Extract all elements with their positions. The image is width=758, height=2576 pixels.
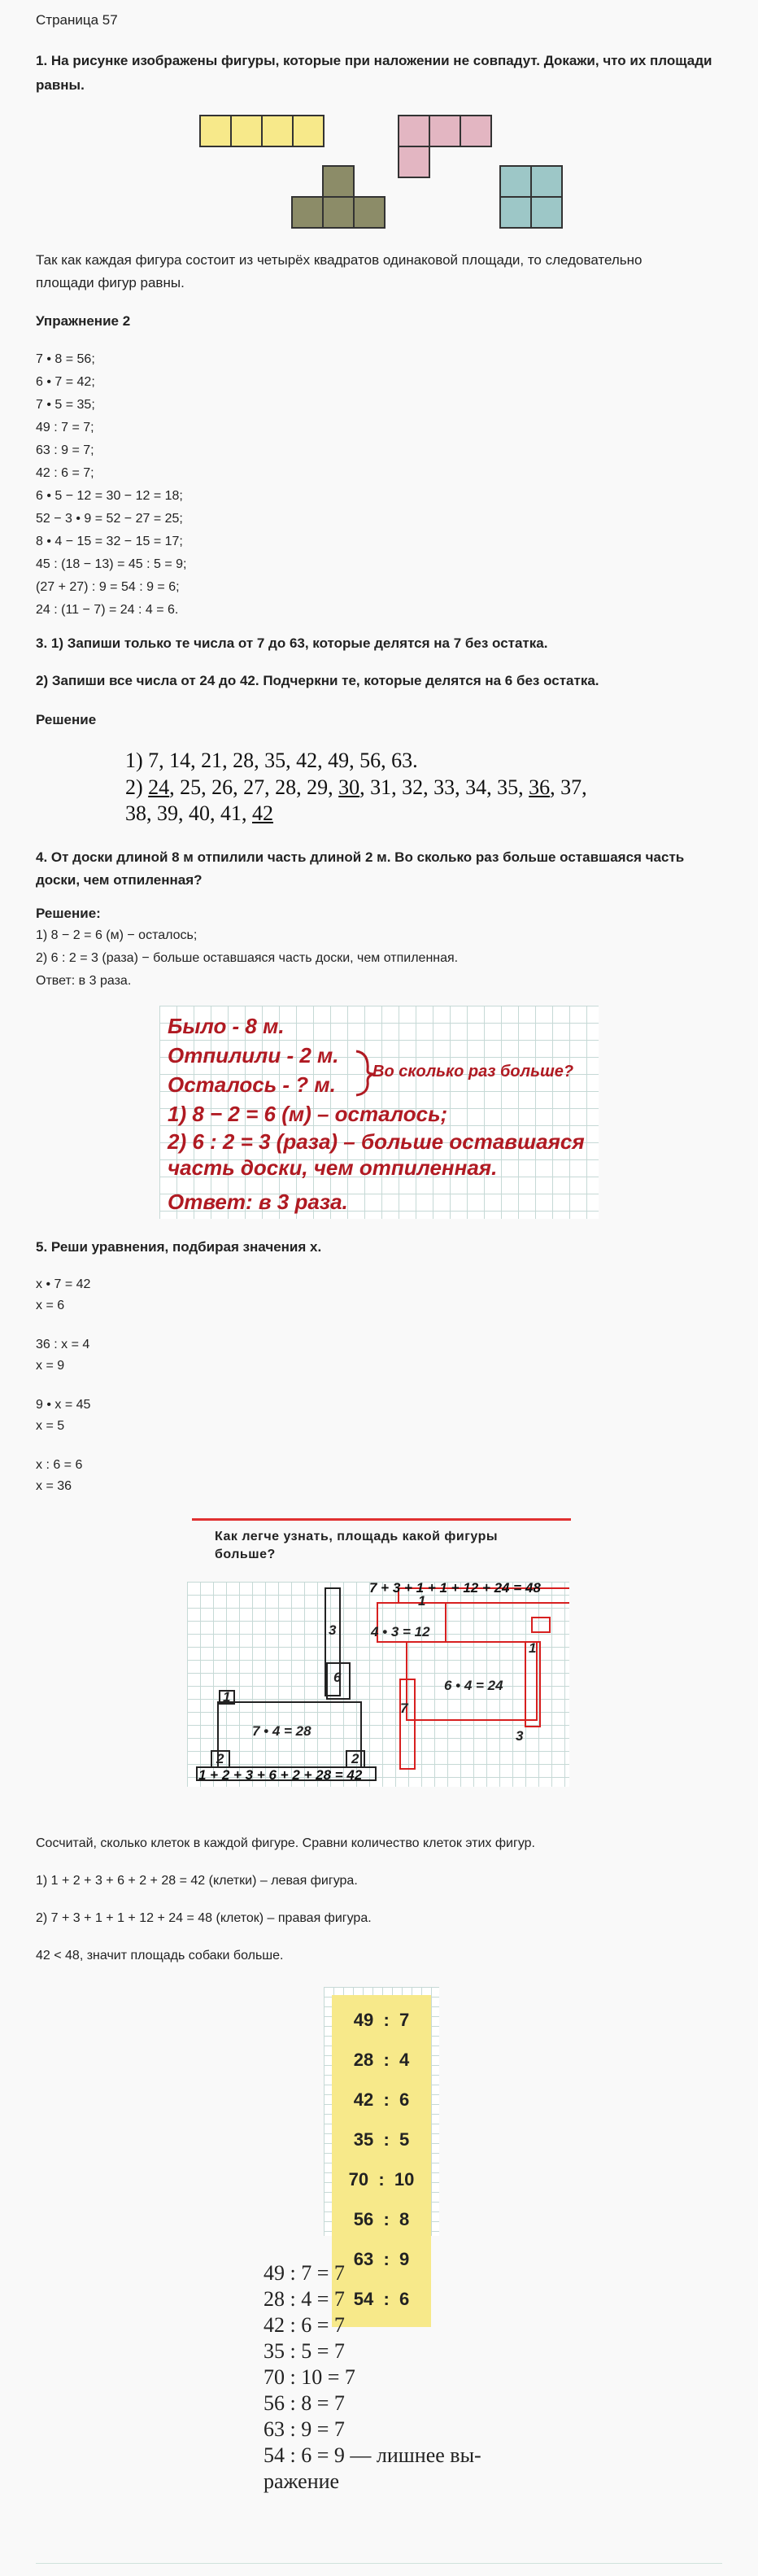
number: 31 <box>370 775 392 799</box>
task1-question: 1. На рисунке изображены фигуры, которые при наложении не совпадут. Докажи, что их площади равны. <box>36 53 712 93</box>
division-table-row: 49 : 7 <box>353 2010 410 2030</box>
label-7: 7 <box>400 1701 408 1716</box>
underlined-number: 30 <box>338 775 360 799</box>
number: 35 <box>497 775 519 799</box>
figure-outlines <box>187 1582 569 1787</box>
task4-handwritten-note <box>159 1006 599 1219</box>
hw-line-3: Осталось - ? м. <box>168 1072 336 1097</box>
red-top-line <box>192 1518 571 1521</box>
division-table-row: 63 : 9 <box>353 2249 410 2269</box>
task4-solution-label: Решение: <box>36 906 101 921</box>
figure-task <box>187 1518 577 1787</box>
exercise2-line: 6 • 5 − 12 = 30 − 12 = 18; <box>36 489 183 503</box>
task3-q1: 3. 1) Запиши только те числа от 7 до 63, которые делятся на 7 без остатка. <box>36 635 548 651</box>
hw-line-2: Отпилили - 2 м. <box>168 1043 339 1068</box>
division-table-row: 42 : 6 <box>353 2089 410 2110</box>
figure-task-question: Как легче узнать, площадь какой фигуры больше? <box>215 1530 499 1561</box>
number: 39 <box>157 801 178 825</box>
underlined-number: 36 <box>529 775 551 799</box>
number: 34 <box>465 775 487 799</box>
underlined-number: 24 <box>148 775 170 799</box>
equation-solution: x = 5 <box>36 1419 65 1433</box>
number: 29 <box>307 775 329 799</box>
division-answer: 63 : 9 = 7 <box>264 2417 345 2441</box>
label-1c: 1 <box>529 1640 537 1656</box>
task3-line1: 1) 7, 14, 21, 28, 35, 42, 49, 56, 63. <box>125 749 418 772</box>
division-answer: 42 : 6 = 7 <box>264 2313 345 2337</box>
label-28: 7 • 4 = 28 <box>252 1723 311 1739</box>
number: 38 <box>125 801 146 825</box>
task1-answer: Так как каждая фигура состоит из четырёх квадратов одинаковой площади, то следовательно площади фигур равны. <box>36 252 643 290</box>
task4-line-2: 2) 6 : 2 = 3 (раза) − больше оставшаяся часть доски, чем отпиленная. <box>36 951 459 965</box>
equation-solution: x = 9 <box>36 1359 65 1373</box>
division-answer: 54 : 6 = 9 — лишнее вы- <box>264 2443 481 2467</box>
equation-solution: x = 36 <box>36 1479 72 1493</box>
label-1b: 1 <box>418 1593 426 1609</box>
division-table-row: 56 : 8 <box>353 2209 410 2229</box>
number: 37 <box>560 775 582 799</box>
number: 32 <box>402 775 424 799</box>
task4-line-1: 1) 8 − 2 = 6 (м) − осталось; <box>36 928 198 942</box>
number: 27 <box>243 775 265 799</box>
hw-line-5: 2) 6 : 2 = 3 (раза) – больше оставшаяся <box>168 1129 585 1154</box>
equation-solution: x = 6 <box>36 1299 65 1312</box>
division-answers <box>264 2260 481 2495</box>
division-answer: 56 : 8 = 7 <box>264 2391 345 2415</box>
exercise2-line: (27 + 27) : 9 = 54 : 9 = 6; <box>36 580 180 594</box>
label-3b: 3 <box>516 1728 524 1744</box>
task3-line2: 2) 24, 25, 26, 27, 28, 29, 30, 31, 32, 33, 34, 35, 36, 37, 38, 39, 40, 41, 42 <box>125 775 587 825</box>
division-answer: 28 : 4 = 7 <box>264 2287 345 2311</box>
task3-solution-label: Решение <box>36 712 97 727</box>
black-sum: 1 + 2 + 3 + 6 + 2 + 28 = 42 <box>198 1767 363 1783</box>
exercise2-line: 8 • 4 − 15 = 32 − 15 = 17; <box>36 535 183 548</box>
exercise2-line: 52 − 3 • 9 = 52 − 27 = 25; <box>36 512 183 526</box>
exercise2-line: 7 • 5 = 35; <box>36 398 95 412</box>
teal-shape <box>500 166 562 228</box>
figure-text-4: 42 < 48, значит площадь собаки больше. <box>36 1949 284 1963</box>
hw-line-1: Было - 8 м. <box>168 1014 285 1038</box>
shapes-figure <box>195 114 569 232</box>
exercise2-line: 42 : 6 = 7; <box>36 466 94 480</box>
task5-title: 5. Реши уравнения, подбирая значения x. <box>36 1239 322 1255</box>
division-answer: 35 : 5 = 7 <box>264 2339 345 2363</box>
red-sum: 7 + 3 + 1 + 1 + 12 + 24 = 48 <box>369 1580 541 1596</box>
task3-line2-prefix: 2) <box>125 775 143 799</box>
task5-equations <box>36 1274 90 1515</box>
division-table-row: 28 : 4 <box>353 2050 410 2070</box>
number: 40 <box>189 801 210 825</box>
hw-line-4: 1) 8 − 2 = 6 (м) – осталось; <box>168 1102 448 1126</box>
equation-group <box>36 1274 90 1316</box>
division-table <box>324 1987 439 2309</box>
division-answer: 49 : 7 = 7 <box>264 2261 345 2285</box>
label-1a: 1 <box>223 1689 231 1705</box>
equation: x • 7 = 42 <box>36 1277 91 1291</box>
exercise2-line: 7 • 8 = 56; <box>36 352 95 366</box>
task4-line-3: Ответ: в 3 раза. <box>36 974 132 988</box>
exercise2-line: 24 : (11 − 7) = 24 : 4 = 6. <box>36 603 179 617</box>
hw-line-6: часть доски, чем отпиленная. <box>168 1155 498 1180</box>
label-2a: 2 <box>216 1751 224 1766</box>
exercise2-lines <box>36 348 186 622</box>
underlined-number: 42 <box>252 801 273 825</box>
label-2b: 2 <box>351 1751 359 1766</box>
pink-shape <box>399 116 491 177</box>
division-table-row: 35 : 5 <box>353 2129 410 2150</box>
exercise2-line: 49 : 7 = 7; <box>36 421 94 434</box>
equation: x : 6 = 6 <box>36 1458 83 1472</box>
hw-line-7: Ответ: в 3 раза. <box>168 1190 348 1214</box>
exercise2-line: 45 : (18 − 13) = 45 : 5 = 9; <box>36 557 187 571</box>
number: 33 <box>433 775 455 799</box>
task4-question: 4. От доски длиной 8 м отпилили часть длиной 2 м. Во сколько раз больше оставшаяся часть доски, чем отпиленная? <box>36 849 685 888</box>
label-12: 4 • 3 = 12 <box>371 1624 430 1639</box>
division-table-row: 70 : 10 <box>348 2169 415 2190</box>
figure-text-1: Сосчитай, сколько клеток в каждой фигуре. Сравни количество клеток этих фигур. <box>36 1836 535 1850</box>
figure-text-3: 2) 7 + 3 + 1 + 1 + 12 + 24 = 48 (клеток) – правая фигура. <box>36 1911 372 1925</box>
equation-group <box>36 1455 90 1497</box>
exercise2-line: 6 • 7 = 42; <box>36 375 95 389</box>
exercise2-line: 63 : 9 = 7; <box>36 443 94 457</box>
page-title: Страница 57 <box>36 12 118 28</box>
yellow-shape <box>200 116 324 146</box>
label-24: 6 • 4 = 24 <box>444 1678 503 1693</box>
division-table-row: 54 : 6 <box>353 2289 410 2309</box>
figure-text-2: 1) 1 + 2 + 3 + 6 + 2 + 28 = 42 (клетки) – левая фигура. <box>36 1874 358 1888</box>
division-answer: 70 : 10 = 7 <box>264 2365 355 2389</box>
exercise2-title: Упражнение 2 <box>36 313 131 329</box>
division-answer: ражение <box>264 2469 340 2493</box>
task3-q2: 2) Запиши все числа от 24 до 42. Подчеркни те, которые делятся на 6 без остатка. <box>36 673 599 688</box>
number: 26 <box>211 775 233 799</box>
label-6: 6 <box>333 1670 342 1685</box>
equation-group <box>36 1395 90 1437</box>
equation: 9 • x = 45 <box>36 1398 91 1412</box>
olive-shape <box>292 166 385 228</box>
equation: 36 : x = 4 <box>36 1338 90 1351</box>
number: 41 <box>220 801 242 825</box>
bottom-divider <box>36 2563 722 2564</box>
label-3a: 3 <box>329 1622 337 1638</box>
number: 28 <box>275 775 297 799</box>
equation-group <box>36 1334 90 1377</box>
hw-question: Во сколько раз больше? <box>372 1063 574 1081</box>
number: 25 <box>180 775 202 799</box>
